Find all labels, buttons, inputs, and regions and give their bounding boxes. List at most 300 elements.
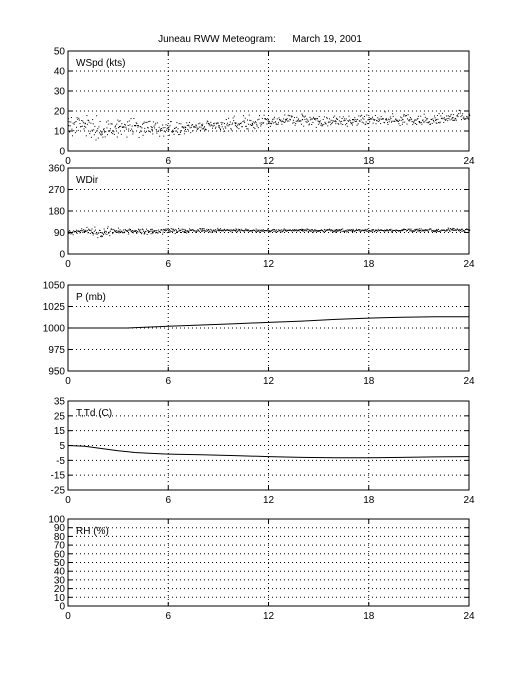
data-point: [178, 228, 179, 229]
data-point: [135, 125, 136, 126]
data-point: [185, 232, 186, 233]
data-point: [145, 231, 146, 232]
data-point: [449, 230, 450, 231]
data-point: [104, 231, 105, 232]
data-point: [458, 113, 459, 114]
data-point: [206, 229, 207, 230]
data-point: [295, 125, 296, 126]
data-point: [385, 111, 386, 112]
data-point: [429, 121, 430, 122]
data-point: [181, 130, 182, 131]
data-point: [174, 230, 175, 231]
data-point: [341, 123, 342, 124]
data-point: [195, 231, 196, 232]
data-point: [330, 124, 331, 125]
data-point: [266, 119, 267, 120]
data-point: [77, 117, 78, 118]
data-point: [342, 231, 343, 232]
data-point: [323, 231, 324, 232]
data-point: [256, 124, 257, 125]
data-point: [178, 231, 179, 232]
data-point: [259, 115, 260, 116]
data-point: [113, 130, 114, 131]
y-tick-label: 975: [48, 345, 65, 356]
data-point: [106, 122, 107, 123]
data-point: [434, 116, 435, 117]
panel-label: WSpd (kts): [76, 58, 126, 69]
data-point: [112, 124, 113, 125]
data-point: [359, 229, 360, 230]
data-point: [301, 124, 302, 125]
data-point: [343, 231, 344, 232]
data-point: [102, 134, 103, 135]
data-point: [326, 117, 327, 118]
data-point: [120, 126, 121, 127]
data-point: [109, 130, 110, 131]
data-point: [448, 118, 449, 119]
data-point: [195, 125, 196, 126]
data-point: [172, 132, 173, 133]
data-point: [324, 229, 325, 230]
series-line: [68, 446, 469, 458]
data-point: [454, 228, 455, 229]
data-point: [152, 129, 153, 130]
data-point: [198, 128, 199, 129]
data-point: [81, 120, 82, 121]
data-point: [312, 122, 313, 123]
data-point: [451, 119, 452, 120]
x-tick-label: 0: [65, 376, 71, 387]
data-point: [144, 128, 145, 129]
data-point: [223, 129, 224, 130]
data-point: [334, 121, 335, 122]
data-point: [148, 127, 149, 128]
data-point: [175, 233, 176, 234]
data-point: [333, 117, 334, 118]
data-point: [83, 122, 84, 123]
data-point: [438, 229, 439, 230]
data-point: [128, 234, 129, 235]
data-point: [354, 120, 355, 121]
x-tick-label: 12: [262, 376, 275, 387]
data-point: [70, 231, 71, 232]
data-point: [72, 135, 73, 136]
data-point: [388, 124, 389, 125]
data-point: [415, 123, 416, 124]
y-tick-label: 270: [48, 185, 65, 196]
data-point: [208, 123, 209, 124]
data-point: [331, 229, 332, 230]
y-tick-label: 0: [59, 146, 65, 158]
data-point: [151, 126, 152, 127]
data-point: [417, 230, 418, 231]
data-point: [68, 118, 69, 119]
data-point: [319, 122, 320, 123]
data-point: [166, 130, 167, 131]
data-point: [360, 116, 361, 117]
data-point: [263, 229, 264, 230]
data-point: [397, 121, 398, 122]
data-point: [143, 123, 144, 124]
data-point: [308, 124, 309, 125]
data-point: [241, 229, 242, 230]
data-point: [186, 122, 187, 123]
data-point: [92, 119, 93, 120]
data-point: [85, 230, 86, 231]
data-point: [285, 119, 286, 120]
data-point: [437, 119, 438, 120]
data-point: [442, 118, 443, 119]
y-tick-label: 35: [53, 396, 65, 408]
data-point: [224, 131, 225, 132]
data-point: [328, 122, 329, 123]
data-point: [269, 230, 270, 231]
data-point: [450, 231, 451, 232]
data-point: [73, 130, 74, 131]
data-point: [322, 125, 323, 126]
data-point: [98, 126, 99, 127]
data-point: [154, 231, 155, 232]
data-point: [152, 229, 153, 230]
data-point: [461, 229, 462, 230]
data-point: [450, 119, 451, 120]
data-point: [200, 228, 201, 229]
data-point: [209, 123, 210, 124]
data-point: [413, 123, 414, 124]
data-point: [302, 115, 303, 116]
data-point: [82, 230, 83, 231]
data-point: [293, 120, 294, 121]
data-point: [260, 123, 261, 124]
data-point: [372, 229, 373, 230]
data-point: [372, 230, 373, 231]
data-point: [347, 231, 348, 232]
data-point: [313, 117, 314, 118]
data-point: [285, 121, 286, 122]
data-point: [249, 115, 250, 116]
data-point: [342, 118, 343, 119]
data-point: [323, 124, 324, 125]
data-point: [344, 118, 345, 119]
data-point: [113, 232, 114, 233]
data-point: [420, 230, 421, 231]
y-tick-label: 70: [53, 540, 65, 552]
data-point: [90, 233, 91, 234]
data-point: [326, 123, 327, 124]
data-point: [93, 234, 94, 235]
data-point: [296, 229, 297, 230]
data-point: [127, 231, 128, 232]
data-point: [171, 231, 172, 232]
data-point: [232, 123, 233, 124]
data-point: [137, 125, 138, 126]
data-point: [398, 121, 399, 122]
data-point: [264, 115, 265, 116]
data-point: [405, 229, 406, 230]
data-point: [314, 119, 315, 120]
data-point: [244, 122, 245, 123]
data-point: [312, 229, 313, 230]
title-date: March 19, 2001: [292, 34, 362, 45]
data-point: [273, 231, 274, 232]
data-point: [391, 122, 392, 123]
y-tick-label: 25: [53, 411, 65, 423]
data-point: [220, 129, 221, 130]
data-point: [82, 126, 83, 127]
data-point: [109, 131, 110, 132]
data-point: [310, 231, 311, 232]
y-tick-label: 40: [53, 566, 65, 578]
data-point: [366, 230, 367, 231]
data-point: [432, 118, 433, 119]
data-point: [90, 230, 91, 231]
data-point: [302, 230, 303, 231]
data-point: [320, 120, 321, 121]
data-point: [213, 123, 214, 124]
data-point: [163, 232, 164, 233]
data-point: [189, 232, 190, 233]
data-point: [400, 117, 401, 118]
data-point: [413, 231, 414, 232]
x-tick-label: 12: [262, 156, 275, 167]
data-point: [455, 118, 456, 119]
data-point: [427, 118, 428, 119]
data-point: [319, 230, 320, 231]
data-point: [215, 127, 216, 128]
data-point: [377, 231, 378, 232]
data-point: [149, 131, 150, 132]
data-point: [179, 134, 180, 135]
data-point: [319, 116, 320, 117]
data-point: [121, 123, 122, 124]
data-point: [416, 120, 417, 121]
data-point: [435, 117, 436, 118]
data-point: [221, 124, 222, 125]
data-point: [380, 118, 381, 119]
data-point: [267, 229, 268, 230]
data-point: [166, 124, 167, 125]
data-point: [294, 122, 295, 123]
data-point: [137, 127, 138, 128]
data-point: [433, 231, 434, 232]
data-point: [403, 116, 404, 117]
data-point: [428, 231, 429, 232]
data-point: [379, 120, 380, 121]
data-point: [458, 116, 459, 117]
data-point: [139, 231, 140, 232]
data-point: [131, 231, 132, 232]
data-point: [162, 234, 163, 235]
data-point: [248, 230, 249, 231]
data-point: [421, 231, 422, 232]
data-point: [81, 230, 82, 231]
data-point: [437, 230, 438, 231]
data-point: [369, 230, 370, 231]
data-point: [206, 129, 207, 130]
data-point: [245, 230, 246, 231]
data-point: [346, 231, 347, 232]
data-point: [309, 124, 310, 125]
data-point: [232, 124, 233, 125]
data-point: [458, 229, 459, 230]
data-point: [407, 230, 408, 231]
data-point: [263, 231, 264, 232]
data-point: [93, 129, 94, 130]
data-point: [82, 232, 83, 233]
data-point: [432, 123, 433, 124]
data-point: [452, 228, 453, 229]
data-point: [301, 230, 302, 231]
data-point: [282, 231, 283, 232]
data-point: [260, 126, 261, 127]
data-point: [163, 127, 164, 128]
x-tick-label: 12: [262, 611, 275, 622]
data-point: [110, 231, 111, 232]
data-point: [308, 229, 309, 230]
data-point: [115, 127, 116, 128]
data-point: [196, 125, 197, 126]
data-point: [468, 119, 469, 120]
data-point: [281, 229, 282, 230]
data-point: [151, 233, 152, 234]
data-point: [268, 231, 269, 232]
data-point: [252, 123, 253, 124]
data-point: [207, 230, 208, 231]
data-point: [378, 119, 379, 120]
data-point: [446, 116, 447, 117]
data-point: [125, 125, 126, 126]
data-point: [295, 123, 296, 124]
data-point: [281, 121, 282, 122]
data-point: [85, 123, 86, 124]
data-point: [335, 232, 336, 233]
data-point: [378, 229, 379, 230]
data-point: [310, 117, 311, 118]
data-point: [357, 125, 358, 126]
y-tick-label: 100: [48, 514, 65, 526]
data-point: [143, 231, 144, 232]
data-point: [139, 132, 140, 133]
data-point: [275, 122, 276, 123]
data-point: [401, 117, 402, 118]
data-point: [221, 230, 222, 231]
data-point: [127, 121, 128, 122]
data-point: [237, 125, 238, 126]
title-station: Juneau RWW Meteogram:: [158, 34, 276, 45]
data-point: [397, 120, 398, 121]
data-point: [275, 121, 276, 122]
data-point: [339, 116, 340, 117]
data-point: [247, 120, 248, 121]
data-point: [409, 229, 410, 230]
data-point: [303, 126, 304, 127]
data-point: [388, 119, 389, 120]
data-point: [423, 120, 424, 121]
data-point: [335, 123, 336, 124]
data-point: [102, 137, 103, 138]
y-tick-label: 0: [59, 601, 65, 613]
data-point: [121, 134, 122, 135]
data-point: [184, 231, 185, 232]
data-point: [178, 134, 179, 135]
data-point: [278, 122, 279, 123]
data-point: [109, 232, 110, 233]
data-point: [211, 230, 212, 231]
data-point: [300, 120, 301, 121]
y-tick-label: 30: [53, 86, 65, 98]
data-point: [158, 232, 159, 233]
y-tick-label: 40: [53, 66, 65, 78]
data-point: [140, 232, 141, 233]
data-point: [383, 118, 384, 119]
data-point: [410, 230, 411, 231]
data-point: [339, 120, 340, 121]
data-point: [168, 232, 169, 233]
data-point: [156, 232, 157, 233]
data-point: [210, 232, 211, 233]
data-point: [104, 229, 105, 230]
data-point: [417, 118, 418, 119]
data-point: [90, 131, 91, 132]
data-point: [106, 232, 107, 233]
data-point: [162, 125, 163, 126]
data-point: [218, 230, 219, 231]
y-tick-label: 30: [53, 575, 65, 587]
data-point: [120, 120, 121, 121]
data-point: [468, 230, 469, 231]
data-point: [68, 231, 69, 232]
data-point: [389, 119, 390, 120]
x-tick-label: 24: [463, 611, 475, 622]
data-point: [418, 230, 419, 231]
data-point: [252, 230, 253, 231]
data-point: [228, 118, 229, 119]
data-point: [158, 130, 159, 131]
data-point: [96, 140, 97, 141]
data-point: [117, 232, 118, 233]
y-tick-label: 50: [53, 558, 65, 569]
data-point: [261, 122, 262, 123]
data-point: [230, 128, 231, 129]
data-point: [384, 231, 385, 232]
data-point: [315, 231, 316, 232]
data-point: [207, 121, 208, 122]
data-point: [102, 236, 103, 237]
data-point: [209, 124, 210, 125]
data-point: [89, 230, 90, 231]
data-point: [462, 229, 463, 230]
data-point: [225, 128, 226, 129]
data-point: [447, 229, 448, 230]
data-point: [94, 227, 95, 228]
data-point: [469, 115, 470, 116]
data-point: [93, 123, 94, 124]
data-point: [354, 117, 355, 118]
data-point: [197, 127, 198, 128]
data-point: [235, 123, 236, 124]
data-point: [257, 119, 258, 120]
data-point: [355, 121, 356, 122]
data-point: [128, 230, 129, 231]
data-point: [308, 231, 309, 232]
data-point: [165, 131, 166, 132]
data-point: [230, 122, 231, 123]
x-tick-label: 6: [165, 611, 172, 622]
data-point: [398, 231, 399, 232]
data-point: [219, 127, 220, 128]
data-point: [285, 230, 286, 231]
data-point: [183, 229, 184, 230]
